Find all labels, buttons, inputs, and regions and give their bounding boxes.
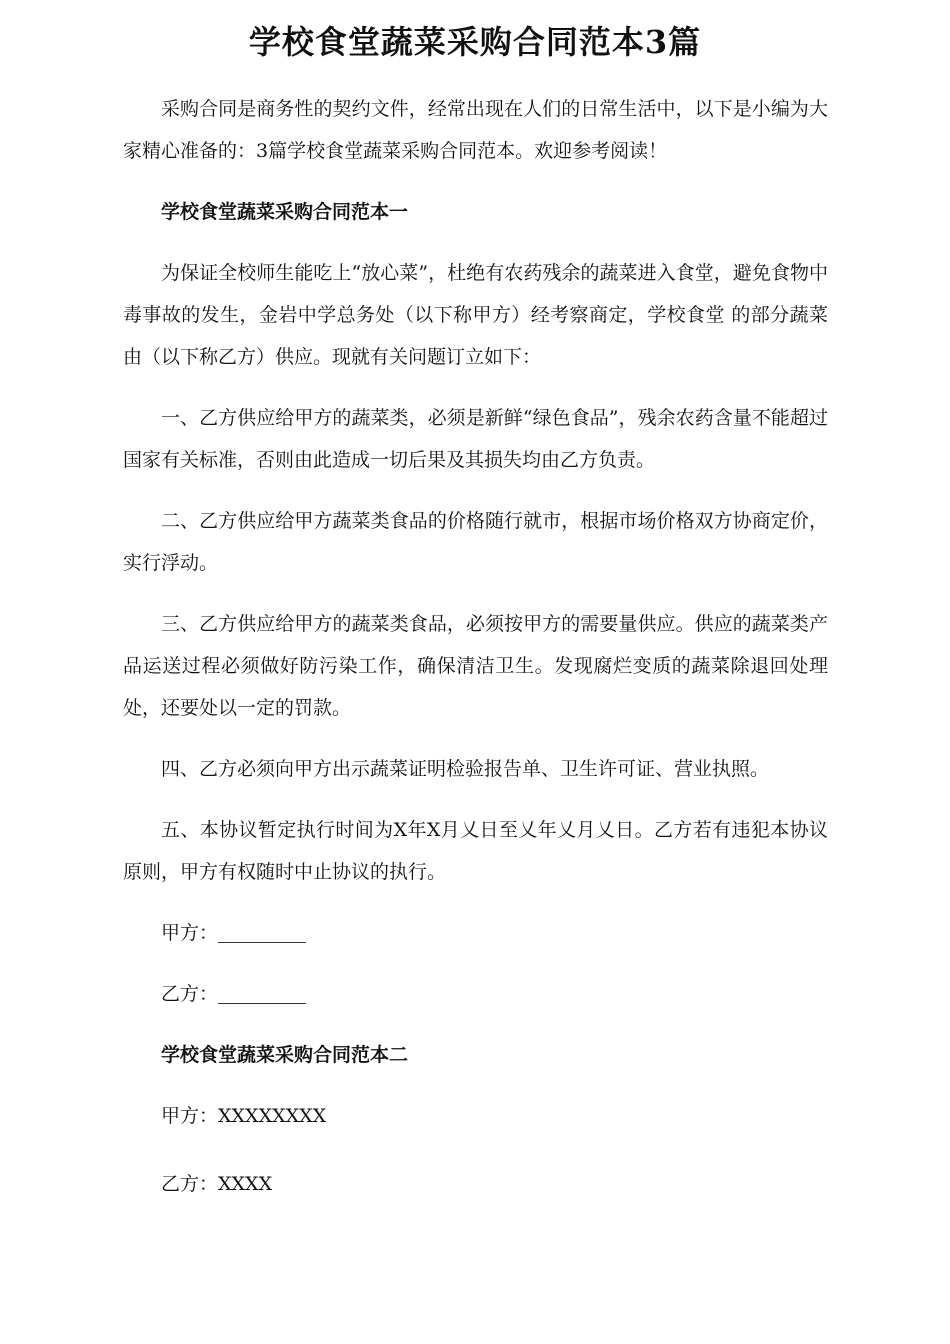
- party-a-label: 甲方：: [161, 922, 219, 944]
- clause-2: 二、乙方供应给甲方蔬菜类食品的价格随行就市，根据市场价格双方协商定价，实行浮动。: [123, 510, 828, 574]
- party-a-blank: [218, 920, 306, 943]
- document-title: 学校食堂蔬菜采购合同范本3篇: [248, 23, 702, 61]
- party-a-signature-line: [123, 912, 828, 954]
- section-heading-2: 学校食堂蔬菜采购合同范本二: [161, 1044, 409, 1066]
- clause-5: 五、本协议暂定执行时间为X年X月乂日至乂年乂月乂日。乙方若有违犯本协议原则，甲方有权随时中止协议的执行。: [123, 819, 828, 883]
- clause-3: 三、乙方供应给甲方的蔬菜类食品，必须按甲方的需要量供应。供应的蔬菜类产品运送过程必须做好防污染工作，确保清洁卫生。发现腐烂变质的蔬菜除退回处理处，还要处以一定的罚款。: [123, 613, 828, 719]
- section-heading-1: 学校食堂蔬菜采购合同范本一: [161, 201, 409, 223]
- party-b-label: 乙方：: [161, 983, 219, 1005]
- section2-party-b: 乙方：XXXX: [161, 1173, 273, 1195]
- intro-paragraph: 采购合同是商务性的契约文件，经常出现在人们的日常生活中，以下是小编为大家精心准备的：3篇学校食堂蔬菜采购合同范本。欢迎参考阅读！: [123, 98, 828, 162]
- party-b-blank: [218, 981, 306, 1004]
- party-b-signature-line: [123, 973, 828, 1015]
- section2-party-a: 甲方：XXXXXXXX: [161, 1105, 327, 1127]
- clause-1: 一、乙方供应给甲方的蔬菜类，必须是新鲜“绿色食品”，残余农药含量不能超过国家有关标准，否则由此造成一切后果及其损失均由乙方负责。: [123, 407, 828, 471]
- clause-4: 四、乙方必须向甲方出示蔬菜证明检验报告单、卫生许可证、营业执照。: [161, 758, 770, 780]
- paragraph-preamble: 为保证全校师生能吃上“放心菜”，杜绝有农药残余的蔬菜进入食堂，避免食物中毒事故的发生，金岩中学总务处（以下称甲方）经考察商定，学校食堂 的部分蔬菜由（以下称乙方）供应。现就有关问题订立如下：: [123, 262, 828, 368]
- document-body: [123, 88, 828, 1231]
